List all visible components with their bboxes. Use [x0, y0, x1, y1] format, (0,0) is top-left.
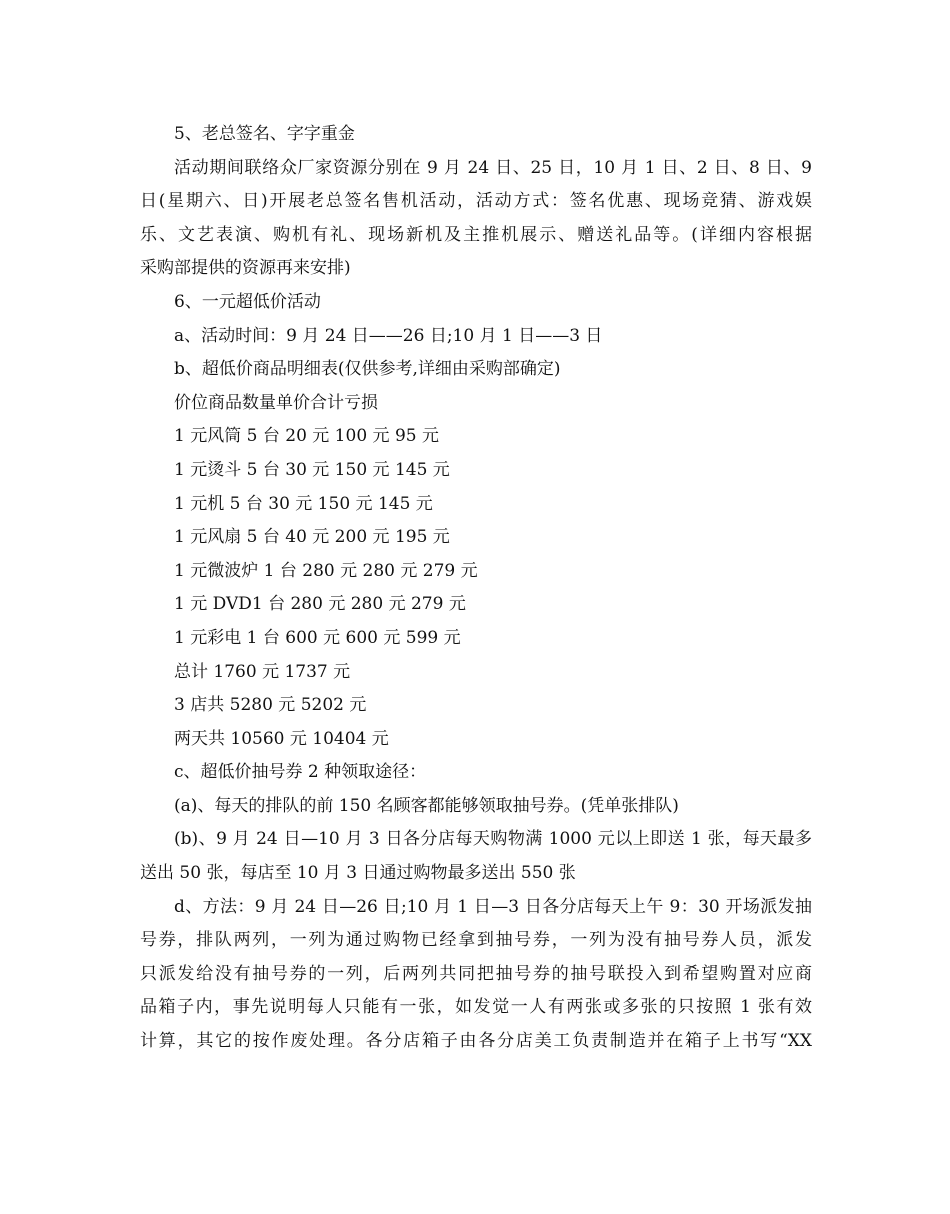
- list-item: c、超低价抽号券 2 种领取途径：: [174, 762, 427, 783]
- document-page: [140, 118, 812, 1059]
- table-row-line: 1 元烫斗 5 台 30 元 150 元 145 元: [174, 459, 450, 480]
- paragraph-line: 计算，其它的按作废处理。各分店箱子由各分店美工负责制造并在箱子上书写“XX: [140, 1031, 812, 1052]
- table-row-line: 1 元风扇 5 台 40 元 200 元 195 元: [174, 527, 450, 548]
- list-item: a、活动时间：9 月 24 日——26 日;10 月 1 日——3 日: [174, 325, 603, 346]
- paragraph-line: 活动期间联络众厂家资源分别在 9 月 24 日、25 日，10 月 1 日、2 日、8 日、9: [174, 157, 812, 178]
- paragraph-line: 号券，排队两列，一列为通过购物已经拿到抽号券，一列为没有抽号券人员，派发: [140, 930, 812, 951]
- table-header-line: 价位商品数量单价合计亏损: [174, 392, 378, 413]
- paragraph-line: 乐、文艺表演、购机有礼、现场新机及主推机展示、赠送礼品等。(详细内容根据: [140, 224, 812, 245]
- paragraph-line: (b)、9 月 24 日—10 月 3 日各分店每天购物满 1000 元以上即送 1 张，每天最多: [174, 829, 812, 850]
- table-total-line: 两天共 10560 元 10404 元: [174, 728, 389, 749]
- section-heading-5: 5、老总签名、字字重金: [174, 124, 355, 144]
- table-total-line: 总计 1760 元 1737 元: [174, 661, 351, 682]
- paragraph-line: 送出 50 张，每店至 10 月 3 日通过购物最多送出 550 张: [140, 863, 576, 884]
- table-total-line: 3 店共 5280 元 5202 元: [174, 695, 367, 716]
- table-row-line: 1 元机 5 台 30 元 150 元 145 元: [174, 493, 433, 514]
- paragraph-line: 品箱子内，事先说明每人只能有一张，如发觉一人有两张或多张的只按照 1 张有效: [140, 997, 812, 1018]
- table-row-line: 1 元彩电 1 台 600 元 600 元 599 元: [174, 627, 461, 648]
- paragraph-line: d、方法：9 月 24 日—26 日;10 月 1 日—3 日各分店每天上午 9：30 开场派发抽: [174, 896, 812, 917]
- table-row-line: 1 元风筒 5 台 20 元 100 元 95 元: [174, 426, 439, 447]
- table-row-line: 1 元微波炉 1 台 280 元 280 元 279 元: [174, 560, 478, 581]
- paragraph-line: 采购部提供的资源再来安排): [140, 258, 351, 279]
- section-heading-6: 6、一元超低价活动: [174, 291, 321, 312]
- list-item: (a)、每天的排队的前 150 名顾客都能够领取抽号券。(凭单张排队): [174, 795, 679, 816]
- paragraph-line: 只派发给没有抽号券的一列，后两列共同把抽号券的抽号联投入到希望购置对应商: [140, 963, 812, 984]
- paragraph-line: 日(星期六、日)开展老总签名售机活动，活动方式：签名优惠、现场竞猜、游戏娱: [140, 191, 812, 212]
- table-row-line: 1 元 DVD1 台 280 元 280 元 279 元: [174, 594, 466, 615]
- list-item: b、超低价商品明细表(仅供参考,详细由采购部确定): [174, 359, 561, 380]
